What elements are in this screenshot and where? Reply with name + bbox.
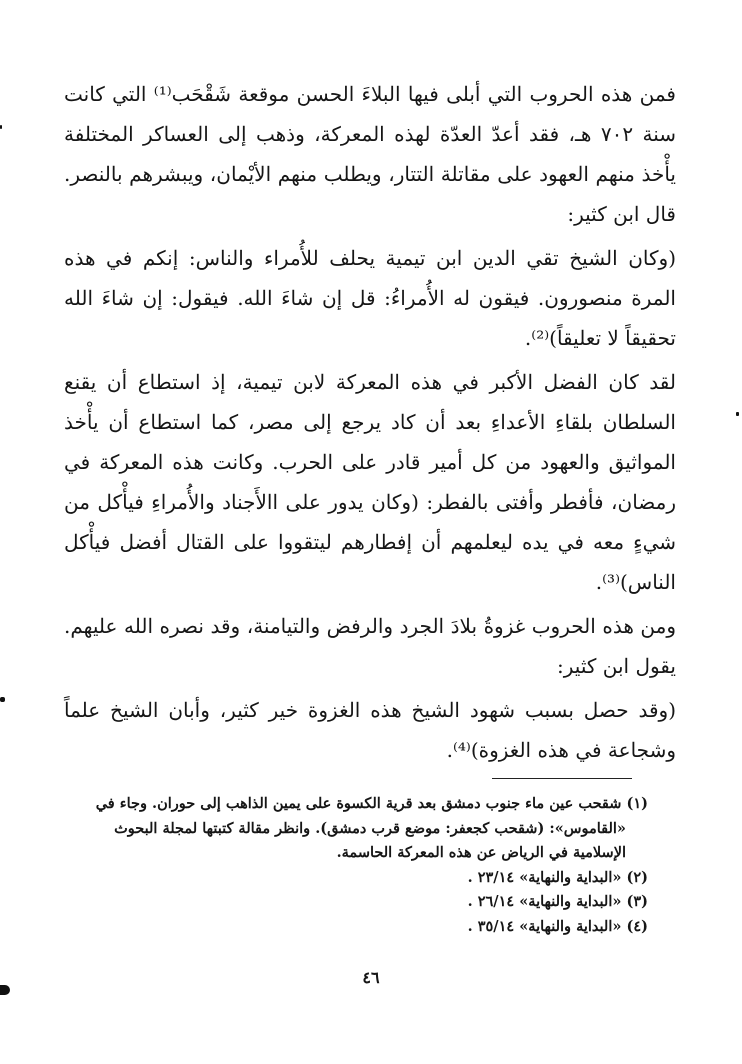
scan-speck (0, 985, 10, 995)
quote-ibn-kathir-1: (وكان الشيخ تقي الدين ابن تيمية يحلف للأُمراء والناس: إنكم في هذه المرة منصورون. فيقون له الأُمراءُ: قل إن شاءَ الله. فيقول: إن شاءَ الله تحقيقاً لا تعليقاً)⁽²⁾. (64, 246, 676, 350)
paragraph-greatest-merit: لقد كان الفضل الأكبر في هذه المعركة لابن تيمية، إذ استطاع أن يقنع السلطان بلقاءِ الأعداءِ بعد أن كاد يرجع إلى مصر، كما استطاع أن يأْخذ المواثيق والعهود من كل أمير قادر على الحرب. وكانت هذه المعركة في رمضان، فأفطر وأفتى بالفطر: (وكان يدور على االأَجناد والأُمراءِ فيأْكل من شيءٍ معه في يده ليعلمهم أن إفطارهم ليتقووا على القتال أفضل فيأْكل الناس)⁽³⁾. (64, 370, 677, 594)
main-text (64, 74, 676, 770)
footnote-2: (٢) «البداية والنهاية» ٢٣/١٤ . (467, 868, 648, 886)
paragraph-jurd-campaign: ومن هذه الحروب غزوةُ بلادَ الجرد والرفض والتيامنة، وقد نصره الله عليهم. يقول ابن كثير: (64, 614, 676, 678)
footnote-1-line-3: الإسلامية في الرياض عن هذه المعركة الحاسمة. (336, 844, 626, 861)
footnote-3: (٣) «البداية والنهاية» ٢٦/١٤ . (467, 893, 648, 910)
footnote-separator (492, 778, 632, 779)
paragraph-shaqhab-battle: فمن هذه الحروب التي أبلى فيها البلاءَ الحسن موقعة شَقْحَب⁽¹⁾ التي كانت سنة ٧٠٢ هـ، فقد أعدّ العدّة لهذه المعركة، وذهب إلى العساكر المختلفة يأْخذ منهم العهود على مقاتلة التتار، ويطلب منهم الأيْمان، ويبشرهم بالنصر. قال ابن كثير: (64, 82, 676, 226)
footnote-4: (٤) «البداية والنهاية» ٣٥/١٤ . (467, 917, 648, 935)
footnotes (72, 792, 648, 939)
quote-ibn-kathir-2: (وقد حصل بسبب شهود الشيخ هذه الغزوة خير كثير، وأبان الشيخ علماً وشجاعة في هذه الغزوة)⁽⁴⁾. (64, 698, 676, 762)
scan-speck (736, 412, 739, 416)
footnote-1-line-1: (١) شقحب عين ماء جنوب دمشق بعد قرية الكسوة على يمين الذاهب إلى حوران. وجاء في (95, 795, 648, 812)
footnote-1-line-2: «القاموس»: (شقحب كجعفر: موضع قرب دمشق). وانظر مقالة كتبتها لمجلة البحوث (114, 819, 626, 837)
scan-speck (0, 697, 5, 702)
scan-speck (0, 125, 2, 129)
page-number: ٤٦ (362, 968, 380, 987)
